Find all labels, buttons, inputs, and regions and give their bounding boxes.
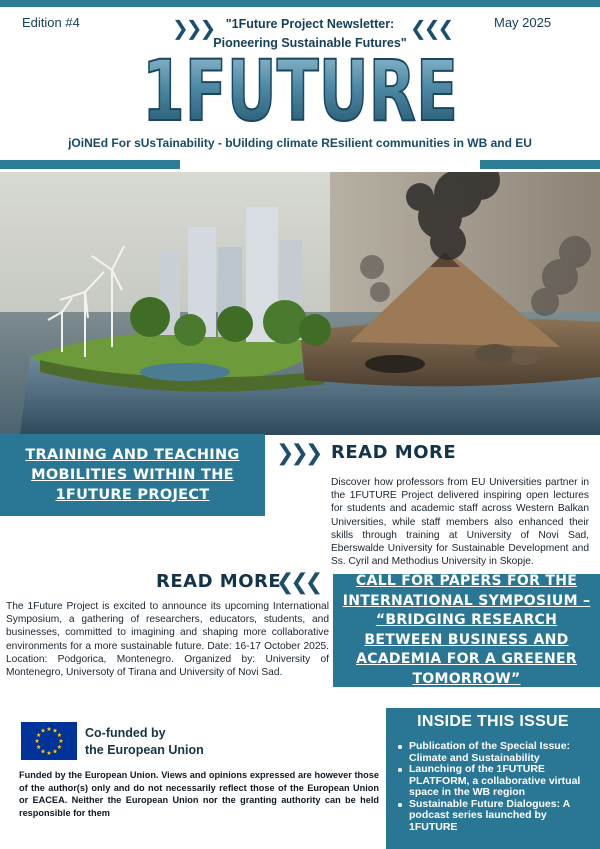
list-item[interactable]: Launching of the 1FUTURE PLATFORM, a collaborative virtual space in the WB region	[398, 764, 596, 799]
article-training-title[interactable]: TRAINING AND TEACHING MOBILITIES WITHIN THE 1FUTURE PROJECT	[25, 447, 240, 503]
inside-this-issue-list	[398, 741, 596, 833]
hero-image	[0, 172, 600, 435]
eu-cofunding-label	[85, 725, 204, 758]
eu-flag-icon	[21, 722, 77, 760]
list-item[interactable]: Publication of the Special Issue: Climate and Sustainability	[398, 741, 596, 764]
issue-date: May 2025	[494, 15, 552, 30]
top-stripe	[0, 0, 600, 7]
chevron-right-icon: ❯❯❯	[276, 440, 320, 465]
funding-disclaimer: Funded by the European Union. Views and opinions expressed are however those of the author(s) only and do not necessarily reflect those of the European Union or EACEA. Neither the European Union nor the granting authority can be held responsible for them	[19, 770, 379, 818]
subtitle: jOiNEd For sUsTainability - bUilding climate REsilient communities in WB and EU	[68, 136, 532, 150]
divider-band-right	[480, 160, 600, 169]
article-training-body: Discover how professors from EU Universities partner in the 1FUTURE Project delivered inspiring open lectures for students and academic staff across Western Balkan Universities, while staff members also enhanced their skills through training at University of Novi Sad, Eberswalde University for Sustainable Development and Ss. Cyril and Methodius University in Skopje.	[331, 477, 589, 568]
chevron-left-icon: ❮❮❮	[410, 18, 452, 40]
inside-this-issue-title: INSIDE THIS ISSUE	[417, 713, 569, 730]
chevron-right-icon: ❯❯❯	[172, 18, 214, 40]
eu-line-2: the European Union	[85, 742, 204, 757]
edition-number: Edition #4	[22, 15, 80, 30]
eu-line-1: Co-funded by	[85, 726, 166, 740]
article-symposium-title-box[interactable]	[333, 574, 600, 687]
chevron-left-icon: ❮❮❮	[276, 569, 320, 594]
tagline-line-2: Pioneering Sustainable Futures"	[213, 36, 407, 50]
divider-band-left	[0, 160, 180, 169]
article-symposium-body: The 1Future Project is excited to announce its upcoming International Symposium, a gathering of researchers, educators, students, and businesses, committed to imagining and shaping more collaborative environments for a more sustainable future. Date: 16-17 October 2025. Location: Podgorica, Montenegro. Organized by: University of Montenegro, Universoty of Tirana and University of Novi Sad.	[6, 601, 329, 679]
logo	[140, 40, 460, 132]
read-more-link[interactable]: READ MORE	[156, 571, 282, 592]
list-item[interactable]: Sustainable Future Dialogues: A podcast series launched by 1FUTURE	[398, 799, 596, 834]
logo-text: 1FUTURE	[142, 42, 458, 132]
read-more-link[interactable]: READ MORE	[331, 442, 457, 463]
tagline-line-1: "1Future Project Newsletter:	[225, 17, 395, 31]
article-symposium-title[interactable]: CALL FOR PAPERS FOR THE INTERNATIONAL SYMPOSIUM – “BRIDGING RESEARCH BETWEEN BUSINESS AND ACADEMIA FOR A GREENER TOMORROW”	[342, 573, 591, 687]
inside-this-issue-panel	[386, 708, 600, 849]
article-training-title-box[interactable]	[0, 434, 265, 516]
